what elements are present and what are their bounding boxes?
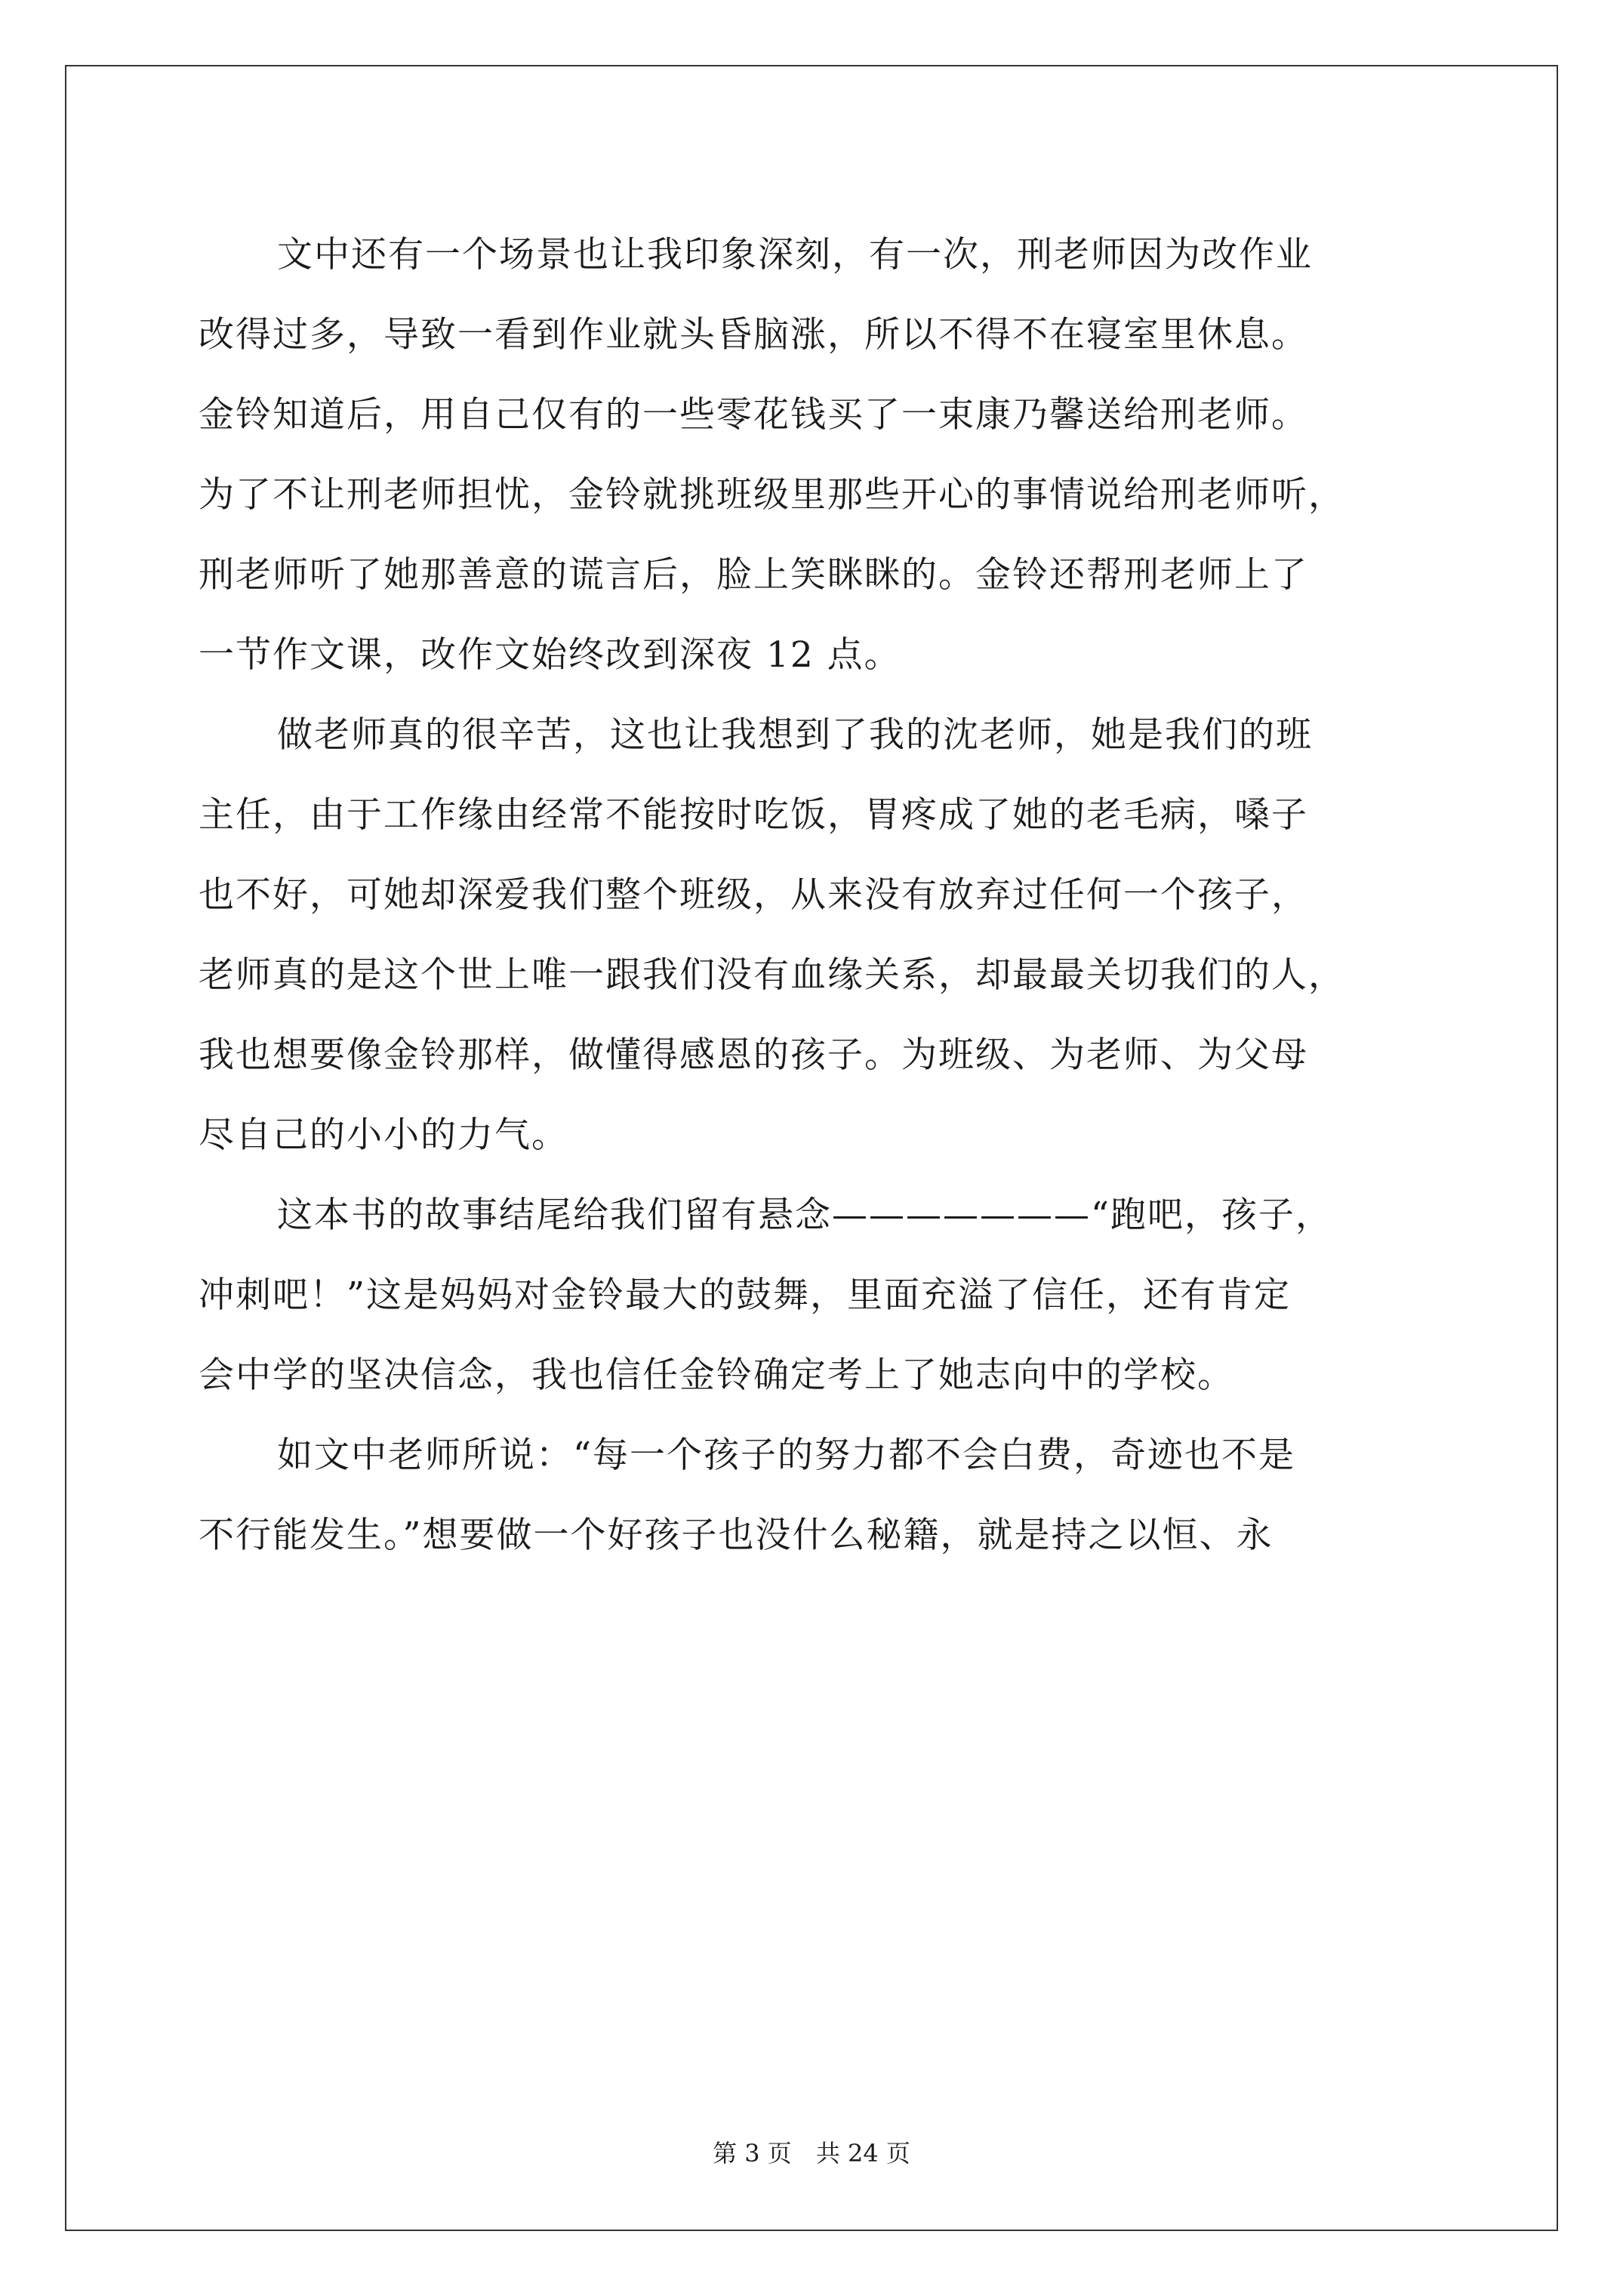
paragraph-2 xyxy=(199,695,1434,1176)
paragraph-1 xyxy=(199,215,1434,695)
text-line: 尽自己的小小的力气。 xyxy=(199,1114,568,1156)
text-line: 老师真的是这个世上唯一跟我们没有血缘关系，却最最关切我们的人， xyxy=(199,954,1345,996)
text-line: 会中学的坚决信念，我也信任金铃确定考上了她志向中的学校。 xyxy=(199,1354,1234,1396)
text-line: 做老师真的很辛苦，这也让我想到了我的沈老师，她是我们的班 xyxy=(277,714,1313,756)
text-line: 也不好，可她却深爱我们整个班级，从来没有放弃过任何一个孩子， xyxy=(199,874,1308,916)
text-line: 这本书的故事结尾给我们留有悬念———————“跑吧，孩子， xyxy=(277,1194,1333,1236)
text-line: 刑老师听了她那善意的谎言后，脸上笑眯眯的。金铃还帮刑老师上了 xyxy=(199,554,1308,596)
text-line: 文中还有一个场景也让我印象深刻，有一次，刑老师因为改作业 xyxy=(277,234,1313,276)
text-line: 改得过多，导致一看到作业就头昏脑涨，所以不得不在寝室里休息。 xyxy=(199,314,1308,356)
page-footer xyxy=(0,2138,1623,2168)
paragraph-3 xyxy=(199,1176,1434,1416)
text-line: 冲刺吧！”这是妈妈对金铃最大的鼓舞，里面充溢了信任，还有肯定 xyxy=(199,1274,1292,1316)
page-total: 共 24 页 xyxy=(815,2139,910,2168)
page-number: 第 3 页 xyxy=(713,2139,792,2168)
text-line: 主任，由于工作缘由经常不能按时吃饭，胃疼成了她的老毛病，嗓子 xyxy=(199,794,1308,836)
paragraph-4 xyxy=(199,1416,1434,1576)
document-body xyxy=(199,215,1434,1576)
text-line: 如文中老师所说：“每一个孩子的努力都不会白费，奇迹也不是 xyxy=(277,1435,1296,1476)
text-line: 金铃知道后，用自己仅有的一些零花钱买了一束康乃馨送给刑老师。 xyxy=(199,394,1308,436)
text-line: 不行能发生。”想要做一个好孩子也没什么秘籍，就是持之以恒、永 xyxy=(199,1515,1273,1556)
text-line: 为了不让刑老师担忧，金铃就挑班级里那些开心的事情说给刑老师听， xyxy=(199,474,1345,516)
text-line: 我也想要像金铃那样，做懂得感恩的孩子。为班级、为老师、为父母 xyxy=(199,1034,1308,1076)
text-line: 一节作文课，改作文始终改到深夜 12 点。 xyxy=(199,634,901,676)
